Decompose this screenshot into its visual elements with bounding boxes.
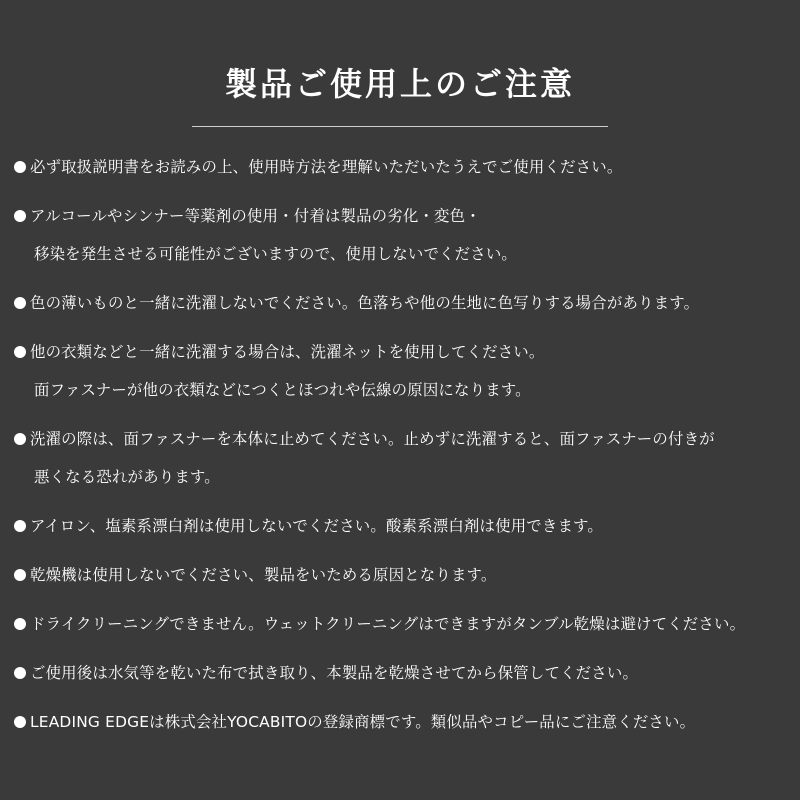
caution-text: 洗濯の際は、面ファスナーを本体に止めてください。止めずに洗濯すると、面ファスナーの付きが bbox=[30, 430, 715, 448]
bullet-icon bbox=[14, 667, 26, 679]
caution-text-continued: 面ファスナーが他の衣類などにつくとほつれや伝線の原因になります。 bbox=[34, 381, 531, 399]
caution-item bbox=[14, 607, 794, 641]
bullet-icon bbox=[14, 297, 26, 309]
page-title: 製品ご使用上のご注意 bbox=[224, 65, 575, 103]
caution-text: 色の薄いものと一緒に洗濯しないでください。色落ちや他の生地に色写りする場合があります。 bbox=[30, 294, 700, 312]
caution-item bbox=[14, 422, 794, 494]
caution-item bbox=[14, 558, 794, 592]
bullet-icon bbox=[14, 520, 26, 532]
caution-item bbox=[14, 199, 794, 271]
bullet-icon bbox=[14, 161, 26, 173]
bullet-icon bbox=[14, 433, 26, 445]
caution-item bbox=[14, 286, 794, 320]
caution-text: アルコールやシンナー等薬剤の使用・付着は製品の劣化・変色・ bbox=[30, 207, 481, 225]
title-divider bbox=[192, 126, 608, 127]
caution-text-continued: 移染を発生させる可能性がございますので、使用しないでください。 bbox=[34, 245, 518, 263]
bullet-icon bbox=[14, 210, 26, 222]
caution-text: LEADING EDGEは株式会社YOCABITOの登録商標です。類似品やコピー品にご注意ください。 bbox=[30, 713, 696, 731]
caution-text: ご使用後は水気等を乾いた布で拭き取り、本製品を乾燥させてから保管してください。 bbox=[30, 664, 639, 682]
caution-text: 乾燥機は使用しないでください、製品をいためる原因となります。 bbox=[30, 566, 497, 584]
bullet-icon bbox=[14, 346, 26, 358]
caution-text: アイロン、塩素系漂白剤は使用しないでください。酸素系漂白剤は使用できます。 bbox=[30, 517, 604, 535]
caution-item bbox=[14, 705, 794, 739]
caution-item bbox=[14, 656, 794, 690]
bullet-icon bbox=[14, 716, 26, 728]
caution-item bbox=[14, 335, 794, 407]
caution-text: ドライクリーニングできません。ウェットクリーニングはできますがタンブル乾燥は避けてください。 bbox=[30, 615, 746, 633]
bullet-icon bbox=[14, 618, 26, 630]
caution-text: 他の衣類などと一緒に洗濯する場合は、洗濯ネットを使用してください。 bbox=[30, 343, 545, 361]
caution-text-continued: 悪くなる恐れがあります。 bbox=[34, 468, 220, 486]
caution-item bbox=[14, 509, 794, 543]
caution-text: 必ず取扱説明書をお読みの上、使用時方法を理解いただいたうえでご使用ください。 bbox=[30, 158, 623, 176]
caution-list bbox=[14, 150, 794, 754]
bullet-icon bbox=[14, 569, 26, 581]
caution-item bbox=[14, 150, 794, 184]
